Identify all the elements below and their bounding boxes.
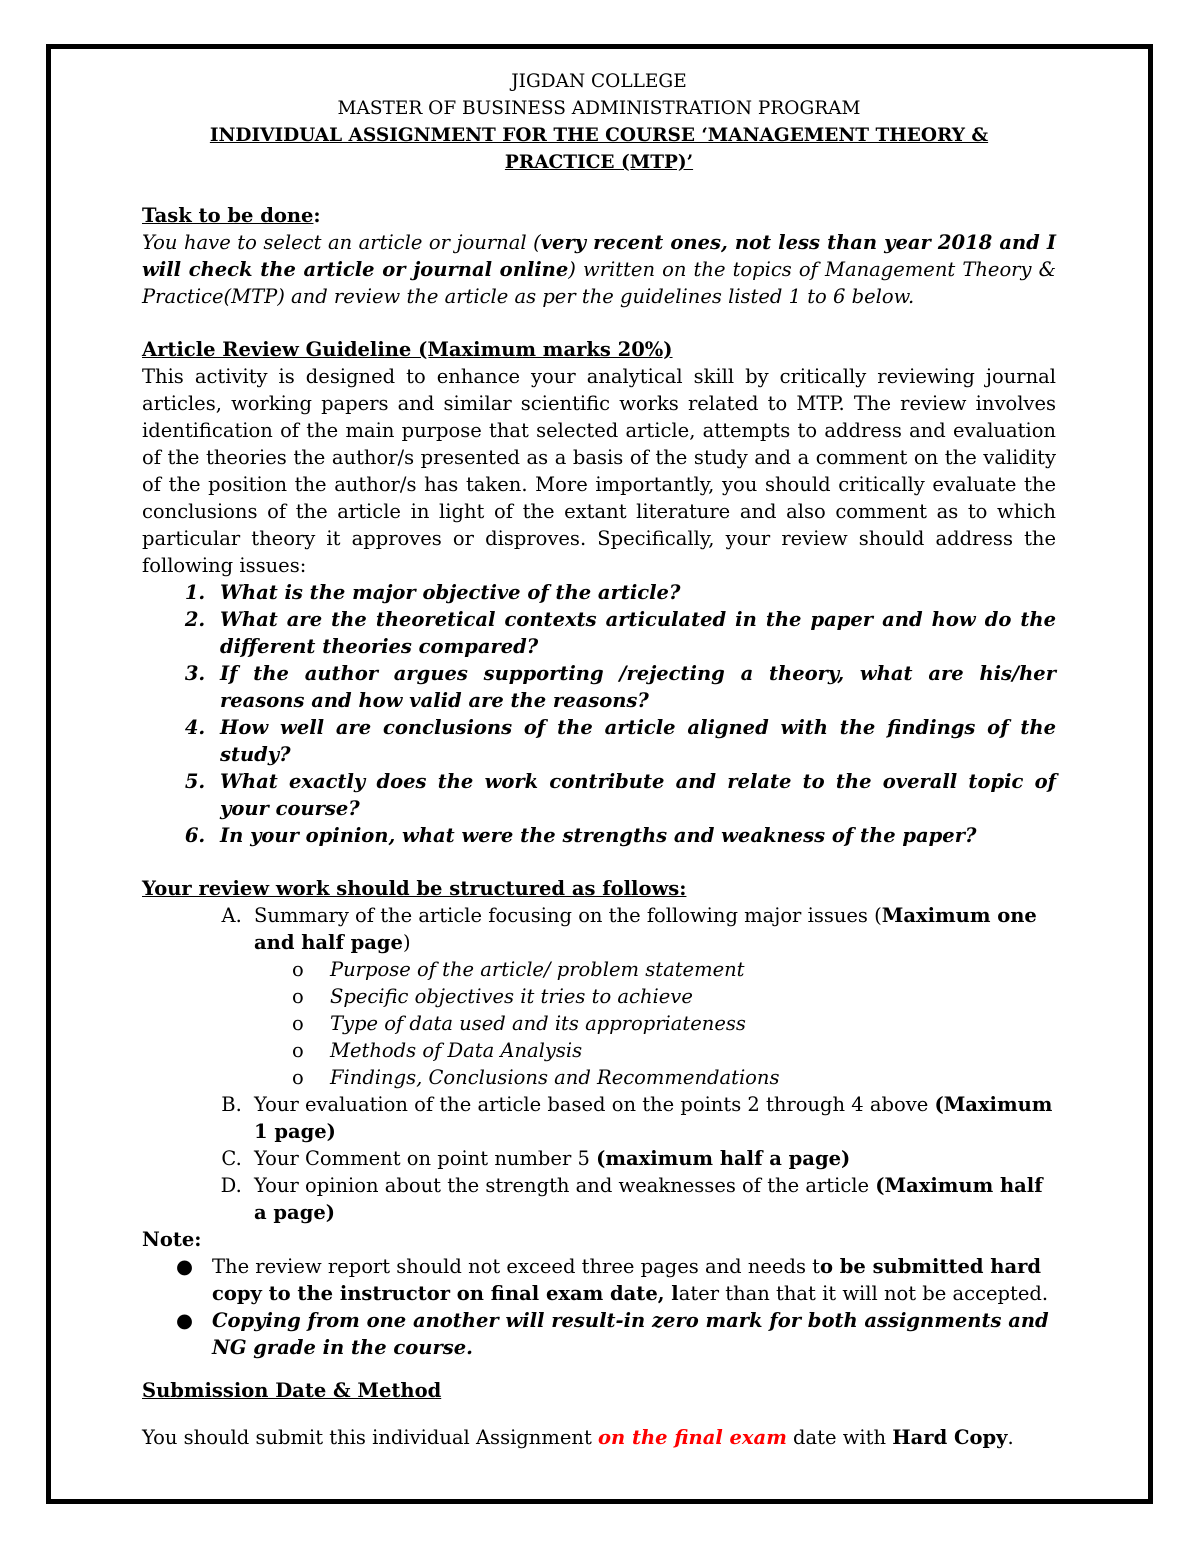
structure-item-b: B. Your evaluation of the article based on the points 2 through 4 above (Maximum 1 page) [248, 1091, 1056, 1145]
structure-list [142, 902, 1056, 1226]
sub-item: o Methods of Data Analysis [292, 1039, 583, 1062]
assignment-title-line1: INDIVIDUAL ASSIGNMENT FOR THE COURSE ‘MANAGEMENT THEORY & [209, 125, 989, 146]
question-item: 5. What exactly does the work contribute and relate to the overall topic of your course? [212, 768, 1056, 822]
guideline-heading: Article Review Guideline (Maximum marks 20%) [142, 338, 673, 361]
question-item: 4. How well are conclusions of the article aligned with the findings of the study? [212, 714, 1056, 768]
document-body [142, 68, 1056, 1451]
document-header [142, 68, 1056, 176]
submission-text: You should submit this individual Assignment on the final exam date with Hard Copy. [142, 1426, 1014, 1449]
question-item: 3. If the author argues supporting /rejecting a theory, what are his/her reasons and how valid are the reasons? [212, 660, 1056, 714]
sub-item: o Findings, Conclusions and Recommendations [292, 1066, 780, 1089]
bullet-icon: ● [176, 1255, 194, 1278]
summary-sub-list [254, 956, 1056, 1091]
structure-heading: Your review work should be structured as follows: [142, 877, 687, 900]
sub-item: o Purpose of the article/ problem statement [292, 958, 745, 981]
question-list [142, 579, 1056, 849]
question-item: 2. What are the theoretical contexts articulated in the paper and how do the different theories compared? [212, 606, 1056, 660]
program-name: MASTER OF BUSINESS ADMINISTRATION PROGRAM [337, 98, 861, 119]
note-heading: Note: [142, 1228, 202, 1251]
note-list [142, 1253, 1056, 1361]
assignment-title-line2: PRACTICE (MTP)’ [504, 152, 694, 173]
college-name: JIGDAN COLLEGE [511, 71, 687, 92]
note-item: ● The review report should not exceed three pages and needs to be submitted hard copy to the instructor on final exam date, later than that it will not be accepted. [176, 1255, 1049, 1305]
task-heading: Task to be done: [142, 204, 321, 227]
sub-item: o Specific objectives it tries to achieve [292, 985, 693, 1008]
structure-item-d: D. Your opinion about the strength and weaknesses of the article (Maximum half a page) [248, 1172, 1056, 1226]
submission-heading: Submission Date & Method [142, 1379, 442, 1402]
question-item: 1. What is the major objective of the article? [212, 579, 1056, 606]
sub-item: o Type of data used and its appropriateness [292, 1012, 746, 1035]
bullet-icon: ● [176, 1309, 194, 1332]
question-item: 6. In your opinion, what were the strengths and weakness of the paper? [212, 822, 1056, 849]
guideline-body: This activity is designed to enhance your analytical skill by critically reviewing journal articles, working papers and similar scientific works related to MTP. The review involves identification of the main purpose that selected article, attempts to address and evaluation of the theories the author/s presented as a basis of the study and a comment on the validity of the position the author/s has taken. More importantly, you should critically evaluate the conclusions of the article in light of the extant literature and also comment as to which particular theory it approves or disproves. Specifically, your review should address the following issues: [142, 365, 1056, 577]
note-item: ● Copying from one another will result-in zero mark for both assignments and NG grade in the course. [176, 1309, 1049, 1359]
task-text: You have to select an article or journal (very recent ones, not less than year 2018 and I will check the article or journal online) written on the topics of Management Theory & Practice(MTP) and review the article as per the guidelines listed 1 to 6 below. [142, 231, 1056, 308]
structure-item-a: A. Summary of the article focusing on the following major issues (Maximum one and half page) o Purpose of the article/ problem statement o Specific objectives it tries to achieve o Type of data used and its appropriateness o Methods of Data Analysis o Findings, Conclusions and Recommendations [248, 902, 1056, 1091]
structure-item-c: C. Your Comment on point number 5 (maximum half a page) [248, 1145, 1056, 1172]
